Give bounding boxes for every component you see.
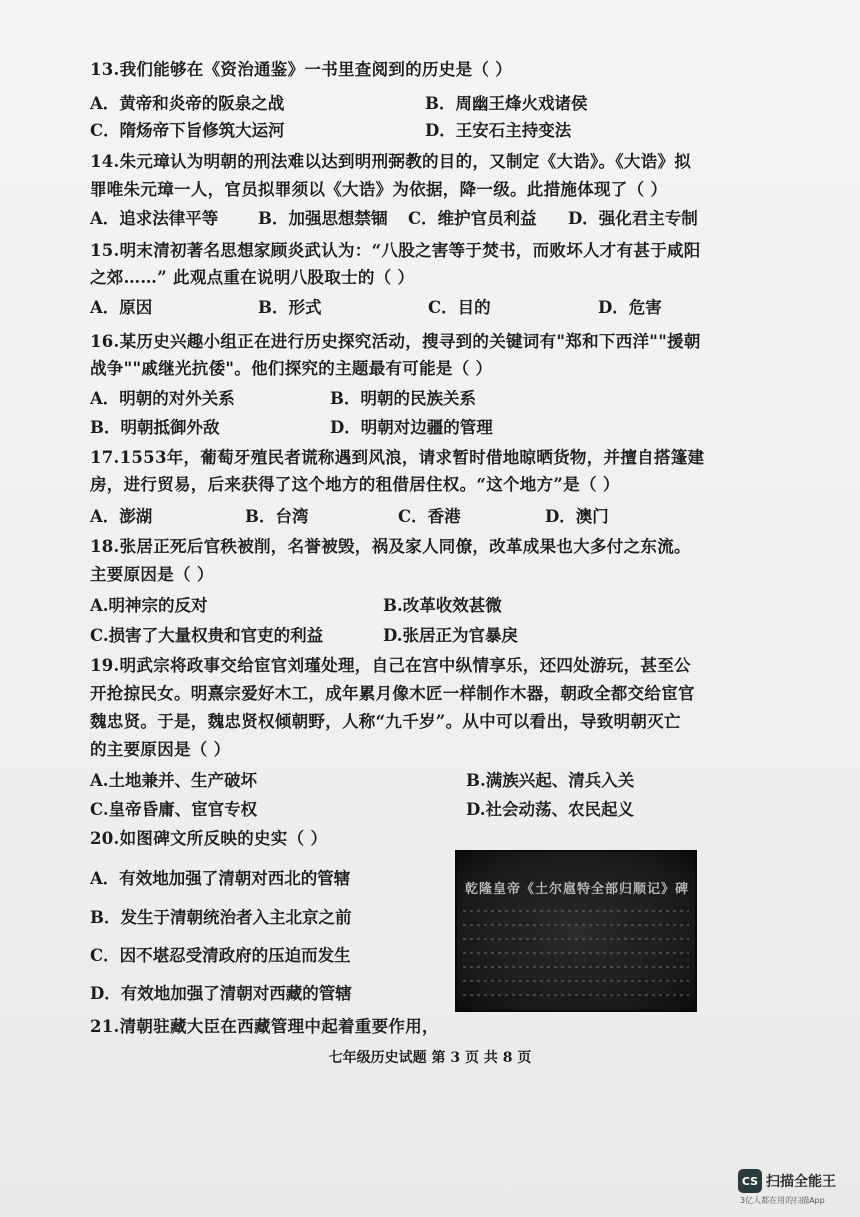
q18-option-c[interactable]: C.损害了大量权贵和官吏的利益 [90,626,324,645]
q21-stem: 21.清朝驻藏大臣在西藏管理中起着重要作用， [90,1017,439,1036]
q16-option-c[interactable]: B．明朝抵御外敌 [90,418,220,437]
watermark-tagline: 3亿人都在用的扫描App [740,1196,825,1205]
q14-option-c[interactable]: C．维护官员利益 [408,209,537,228]
q20-stem: 20.如图碑文所反映的史实（ ） [90,829,328,848]
carving-texture [463,910,689,912]
stele-title: 乾隆皇帝《土尔扈特全部归顺记》碑 [465,882,690,897]
q18-option-d[interactable]: D.张居正为官暴戾 [383,626,518,645]
carving-texture [463,966,689,968]
scanner-watermark [738,1167,850,1209]
q18-option-a[interactable]: A.明神宗的反对 [90,596,208,615]
q17-option-c[interactable]: C．香港 [398,507,461,526]
q16-option-b[interactable]: B．明朝的民族关系 [330,389,476,408]
q19-stem-line3: 魏忠贤。于是，魏忠贤权倾朝野，人称“九千岁”。从中可以看出，导致明朝灭亡 [90,712,681,731]
carving-texture [463,994,689,996]
q13-option-d[interactable]: D．王安石主持变法 [425,121,572,140]
q15-option-d[interactable]: D．危害 [598,298,662,317]
q14-stem-line2: 罪唯朱元璋一人，官员拟罪须以《大诰》为依据，降一级。此措施体现了（ ） [90,180,668,199]
carving-texture [463,952,689,954]
q19-stem-line2: 开抢掠民女。明熹宗爱好木工，成年累月像木匠一样制作木器，朝政全都交给宦官 [90,684,695,703]
q13-option-c[interactable]: C．隋炀帝下旨修筑大运河 [90,121,285,140]
q15-option-c[interactable]: C．目的 [428,298,491,317]
q14-option-b[interactable]: B．加强思想禁锢 [258,209,388,228]
q17-option-b[interactable]: B．台湾 [245,507,309,526]
carving-texture [463,980,689,982]
page-footer: 七年级历史试题 第 3 页 共 8 页 [328,1050,532,1066]
q17-stem-line2: 房，进行贸易，后来获得了这个地方的租借居住权。“这个地方”是（ ） [90,475,620,494]
q13-stem: 13.我们能够在《资治通鉴》一书里查阅到的历史是（ ） [90,60,513,79]
q17-option-d[interactable]: D．澳门 [545,507,609,526]
q20-option-b[interactable]: B．发生于清朝统治者入主北京之前 [90,908,352,927]
q19-option-a[interactable]: A.土地兼并、生产破坏 [90,771,258,790]
carving-texture [463,924,689,926]
q18-stem-line1: 18.张居正死后官秩被削，名誉被毁，祸及家人同僚，改革成果也大多付之东流。 [90,537,691,556]
q17-option-a[interactable]: A．澎湖 [90,507,153,526]
q15-stem-line2: 之郊……” 此观点重在说明八股取士的（ ） [90,268,415,287]
q16-option-d[interactable]: D．明朝对边疆的管理 [330,418,493,437]
q16-stem-line2: 战争""戚继光抗倭"。他们探究的主题最有可能是（ ） [90,359,493,378]
q17-stem-line1: 17.1553年，葡萄牙殖民者谎称遇到风浪，请求暂时借地晾晒货物，并擅自搭篷建 [90,448,705,467]
q19-stem-line1: 19.明武宗将政事交给宦官刘瑾处理，自己在宫中纵情享乐，还四处游玩，甚至公 [90,656,691,675]
q18-option-b[interactable]: B.改革收效甚微 [383,596,502,615]
q18-stem-line2: 主要原因是（ ） [90,565,214,584]
q13-option-a[interactable]: A．黄帝和炎帝的阪泉之战 [90,94,285,113]
watermark-brand: 扫描全能王 [766,1174,836,1190]
q13-option-b[interactable]: B．周幽王烽火戏诸侯 [425,94,588,113]
q16-stem-line1: 16.某历史兴趣小组正在进行历史探究活动，搜寻到的关键词有"郑和下西洋""援朝 [90,332,701,351]
q19-option-d[interactable]: D.社会动荡、农民起义 [466,800,634,819]
q19-option-c[interactable]: C.皇帝昏庸、宦官专权 [90,800,258,819]
stele-inscription-image [455,850,697,1012]
q16-option-a[interactable]: A．明朝的对外关系 [90,389,235,408]
q14-stem-line1: 14.朱元璋认为明朝的刑法难以达到明刑弼教的目的，又制定《大诰》。《大诰》拟 [90,152,692,171]
q15-option-a[interactable]: A．原因 [90,298,153,317]
q20-option-d[interactable]: D．有效地加强了清朝对西藏的管辖 [90,984,352,1003]
q14-option-a[interactable]: A．追求法律平等 [90,209,219,228]
carving-texture [463,938,689,940]
q19-option-b[interactable]: B.满族兴起、清兵入关 [466,771,635,790]
q15-stem-line1: 15.明末清初著名思想家顾炎武认为：“八股之害等于焚书，而败坏人才有甚于咸阳 [90,241,701,260]
q20-option-a[interactable]: A．有效地加强了清朝对西北的管辖 [90,869,351,888]
q19-stem-line4: 的主要原因是（ ） [90,740,231,759]
camscanner-logo-icon: CS [738,1169,762,1193]
q20-option-c[interactable]: C．因不堪忍受清政府的压迫而发生 [90,946,351,965]
q14-option-d[interactable]: D．强化君主专制 [568,209,698,228]
q15-option-b[interactable]: B．形式 [258,298,322,317]
